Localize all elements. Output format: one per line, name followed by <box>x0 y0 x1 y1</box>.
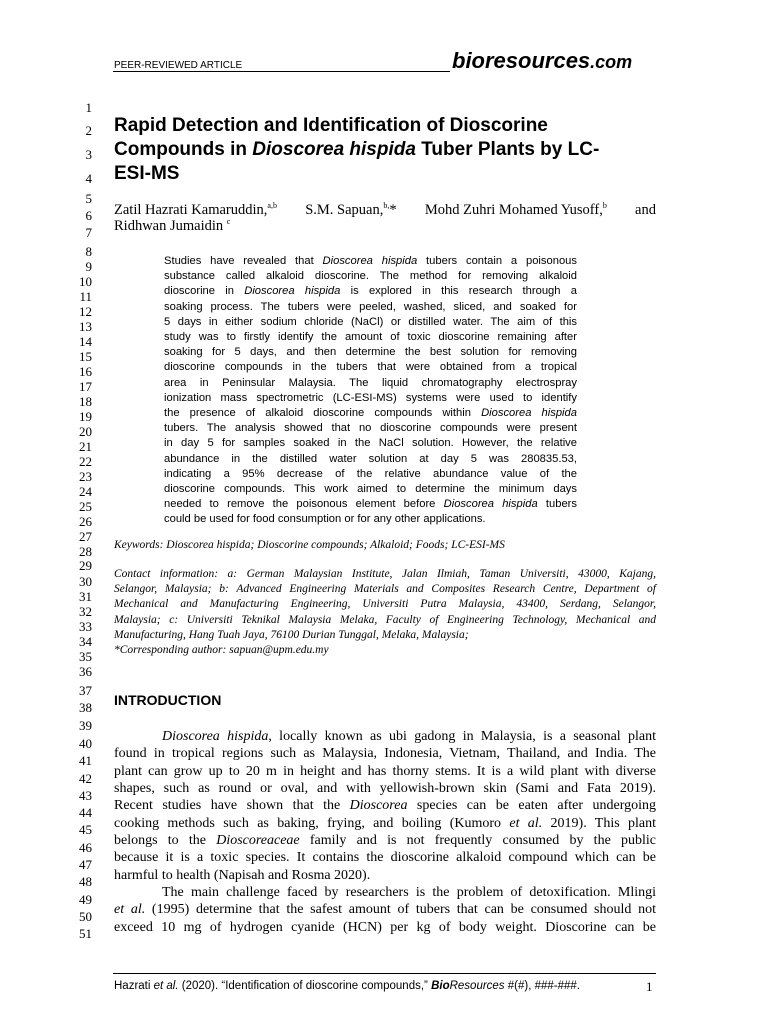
abstract-line <box>164 301 577 313</box>
line-number: 30 <box>79 574 92 589</box>
abstract-line <box>164 316 577 328</box>
brand-tld: .com <box>590 52 633 72</box>
abstract-line <box>164 422 577 434</box>
text-run: in day 5 for samples soaked in the NaCl solution. However, the relative <box>164 437 577 450</box>
text-run: soaking for 5 days, and then determine the best solution for removing <box>164 346 577 359</box>
text-run: ionization mass spectrometric (LC-ESI-MS) systems were used to identify <box>164 391 577 404</box>
line-number: 16 <box>79 364 92 379</box>
line-number: 35 <box>79 649 92 664</box>
line-number: 4 <box>85 171 92 186</box>
text-run: the presence of alkaloid dioscorine compounds within <box>164 407 482 419</box>
author-line-1 <box>114 202 656 219</box>
body-line <box>114 902 656 918</box>
line-number: 33 <box>79 619 92 634</box>
text-run: , locally known as ubi gadong in Malaysia, is a seasonal plant <box>268 729 656 744</box>
line-number: 46 <box>79 840 92 855</box>
brand-main: bioresources <box>452 48 591 73</box>
text-run: (1995) determine that the safest amount of tubers that can be consumed should not <box>145 902 656 917</box>
line-number: 42 <box>79 771 92 786</box>
text-run: soaking process. The tubers were peeled, washed, sliced, and soaked for <box>164 300 577 313</box>
line-number: 34 <box>79 634 92 649</box>
italic-term: Dioscorea <box>349 798 408 813</box>
line-number: 45 <box>79 822 92 837</box>
line-number: 31 <box>79 589 92 604</box>
line-number: 15 <box>79 349 92 364</box>
text-run: tubers <box>537 498 577 511</box>
line-number: 3 <box>85 147 92 162</box>
abstract-line <box>164 377 577 389</box>
line-number: 22 <box>79 454 92 469</box>
line-number: 13 <box>79 319 92 334</box>
text-run: area in Peninsular Malaysia. The liquid chromatography electrospray <box>164 376 577 389</box>
line-number: 10 <box>79 274 92 289</box>
line-number: 7 <box>85 225 92 240</box>
line-number: 23 <box>79 469 92 484</box>
abstract-line <box>164 513 577 525</box>
text-run: substance called alkaloid dioscorine. The method for removing alkaloid <box>164 270 577 283</box>
body-line <box>114 850 656 866</box>
line-number: 48 <box>79 874 92 889</box>
keywords: Keywords: Dioscorea hispida; Dioscorine compounds; Alkaloid; Foods; LC-ESI-MS <box>114 539 505 551</box>
abstract-line <box>164 498 577 510</box>
text-run: Studies have revealed that <box>164 255 323 267</box>
line-number: 21 <box>79 439 92 454</box>
body-line <box>114 833 656 849</box>
line-number: 28 <box>79 544 92 559</box>
text-run: plant can grow up to 20 m in height and has thorny stems. It is a wild plant with diverse <box>114 764 656 779</box>
author-4: Ridhwan Jumaidin $^c$ <box>114 217 231 234</box>
contact-line: Malaysia; c: Universiti Teknikal Malaysia Melaka, Faculty of Engineering Technology, Mechanical and <box>114 613 656 626</box>
text-run: cooking methods such as baking, frying, and boiling (Kumoro <box>114 816 510 831</box>
author-3: Mohd Zuhri Mohamed Yusoff,$^b$ <box>424 201 607 218</box>
text-run: shapes, such as round or oval, and with yellowish-brown skin (Sami and Fata 2019). <box>114 781 656 796</box>
body-line <box>162 885 656 901</box>
abstract-line <box>164 331 577 343</box>
abstract-line <box>164 270 577 282</box>
line-number: 38 <box>79 700 92 715</box>
title-species: Dioscorea hispida <box>252 139 416 160</box>
body-line <box>114 781 656 797</box>
abstract-line <box>164 361 577 373</box>
text-run: belongs to the <box>114 833 217 848</box>
contact-line: *Corresponding author: sapuan@upm.edu.my <box>114 644 329 656</box>
italic-term: Dioscorea hispida <box>244 285 341 298</box>
line-number: 40 <box>79 736 92 751</box>
header-rule <box>113 71 450 72</box>
line-number: 2 <box>85 123 92 138</box>
line-number: 25 <box>79 499 92 514</box>
article-title-line-2 <box>114 139 599 161</box>
title-text: Tuber Plants by LC- <box>415 139 600 160</box>
abstract-line <box>164 285 577 297</box>
contact-line: Mechanical and Manufacturing Engineering, Universiti Putra Malaysia, 43400, Serdang, Selangor, <box>114 598 656 611</box>
text-run: dioscorine in <box>164 285 245 298</box>
text-run: Recent studies have shown that the <box>114 798 350 813</box>
line-number: 37 <box>79 683 92 698</box>
title-text: Compounds in <box>114 139 253 160</box>
line-number: 17 <box>79 379 92 394</box>
line-number: 9 <box>85 259 92 274</box>
abstract-line <box>164 346 577 358</box>
line-number: 11 <box>79 289 92 304</box>
contact-line: Contact information: a: German Malaysian Institute, Jalan Ilmiah, Taman Universiti, 43000, Kajang, <box>114 568 656 580</box>
author-2: S.M. Sapuan,$^{b,}$* <box>305 201 397 218</box>
abstract-line <box>164 453 577 465</box>
body-line <box>114 868 656 884</box>
article-title-line-3: ESI-MS <box>114 163 180 184</box>
contact-line: Selangor, Malaysia; b: Advanced Engineering Materials and Composites Research Centre, Department of <box>114 583 656 596</box>
contact-line: Manufacturing, Hang Tuah Jaya, 76100 Durian Tunggal, Melaka, Malaysia; <box>114 628 469 641</box>
line-number: 27 <box>79 529 92 544</box>
text-run: tubers. The analysis showed that no dioscorine compounds were present <box>164 422 577 435</box>
line-number: 26 <box>79 514 92 529</box>
abstract-line <box>164 407 577 419</box>
journal-brand[interactable] <box>452 48 632 74</box>
body-line <box>114 798 656 814</box>
body-line <box>114 816 656 832</box>
header-label: PEER-REVIEWED ARTICLE <box>114 60 243 71</box>
italic-term: et al. <box>509 816 543 831</box>
author-1: Zatil Hazrati Kamaruddin,$^{a,b}$ <box>114 201 277 218</box>
body-line <box>114 764 656 780</box>
author-and: and <box>635 202 656 218</box>
text-run: is explored in this research through a <box>340 285 577 298</box>
text-run: harmful to health (Napisah and Rosma 2020). <box>114 868 371 883</box>
text-run: exceed 10 mg of hydrogen cyanide (HCN) per kg of body weight. Dioscorine can be <box>114 920 656 935</box>
body-line <box>114 920 656 936</box>
line-number: 47 <box>79 857 92 872</box>
text-run: could be used for food consumption or for any other applications. <box>164 513 486 526</box>
page-number: 1 <box>646 979 653 994</box>
line-number: 43 <box>79 788 92 803</box>
line-number: 8 <box>85 244 92 259</box>
italic-term: Dioscorea hispida <box>481 407 577 419</box>
abstract-line <box>164 483 577 495</box>
line-number: 1 <box>85 100 92 115</box>
line-number: 36 <box>79 664 92 679</box>
abstract-line <box>164 437 577 449</box>
author-line-2 <box>114 218 230 235</box>
footer-citation: Hazrati et al. (2020). “Identification of dioscorine compounds,” BioResources #(#), ###-###. <box>114 980 580 992</box>
line-number: 14 <box>79 334 92 349</box>
line-number: 39 <box>79 718 92 733</box>
text-run: dioscorine compounds. This work aimed to determine the minimum days <box>164 483 577 495</box>
italic-term: Dioscorea hispida <box>443 498 538 511</box>
line-number: 32 <box>79 604 92 619</box>
text-run: 2019). This plant <box>542 816 656 831</box>
footer-rule <box>113 973 656 974</box>
text-run: needed to remove the poisonous element before <box>164 498 444 511</box>
text-run: indicating a 95% decrease of the relative abundance value of the <box>164 467 577 480</box>
italic-term: Dioscoreaceae <box>216 833 300 848</box>
line-number: 24 <box>79 484 92 499</box>
line-number: 18 <box>79 394 92 409</box>
line-number: 12 <box>79 304 92 319</box>
italic-term: Dioscorea hispida <box>162 729 269 744</box>
text-run: 5 days in either sodium chloride (NaCl) or distilled water. The aim of this <box>164 315 577 328</box>
body-line <box>162 729 656 745</box>
line-number: 41 <box>79 753 92 768</box>
line-number: 6 <box>85 208 92 223</box>
text-run: The main challenge faced by researchers is the problem of detoxification. Mlingi <box>162 885 656 900</box>
line-number: 29 <box>79 558 92 573</box>
text-run: species can be eaten after undergoing <box>407 798 656 813</box>
text-run: tubers contain a poisonous <box>417 255 577 267</box>
article-title-line-1: Rapid Detection and Identification of Dioscorine <box>114 115 548 136</box>
text-run: family and is not frequently consumed by the public <box>299 833 656 848</box>
line-number: 19 <box>79 409 92 424</box>
text-run: study was to firstly identify the amount of toxic dioscorine remaining after <box>164 331 577 343</box>
line-number: 44 <box>79 805 92 820</box>
line-number: 20 <box>79 424 92 439</box>
line-number: 49 <box>79 892 92 907</box>
line-number: 5 <box>85 191 92 206</box>
text-run: because it is a toxic species. It contains the dioscorine alkaloid compound which can be <box>114 850 656 865</box>
text-run: dioscorine compounds in the tubers that were obtained from a tropical <box>164 361 577 374</box>
text-run: found in tropical regions such as Malaysia, Indonesia, Vietnam, Thailand, and India. The <box>114 746 656 761</box>
italic-term: Dioscorea hispida <box>322 255 418 267</box>
abstract-line <box>164 392 577 404</box>
section-heading: INTRODUCTION <box>114 692 222 708</box>
line-number: 51 <box>79 926 92 941</box>
line-number: 50 <box>79 909 92 924</box>
abstract-line <box>164 255 577 267</box>
body-line <box>114 746 656 762</box>
text-run: abundance in the distilled water solution at day 5 was 280835.53, <box>164 452 577 465</box>
italic-term: et al. <box>114 902 146 917</box>
abstract-line <box>164 468 577 480</box>
